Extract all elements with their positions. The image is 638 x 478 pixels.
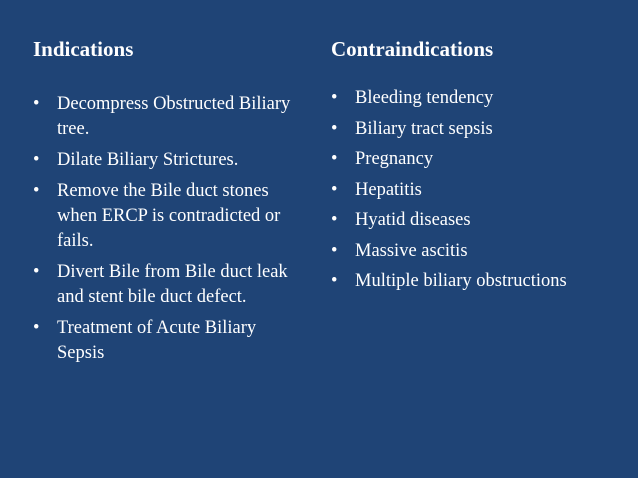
indications-heading: Indications xyxy=(33,37,134,61)
list-item xyxy=(331,147,631,172)
list-item xyxy=(331,86,631,111)
list-item xyxy=(331,269,631,294)
list-item xyxy=(331,178,631,203)
bullet-icon: • xyxy=(33,318,40,338)
list-item-text: Hepatitis xyxy=(355,179,422,200)
list-item-text: Pregnancy xyxy=(355,149,434,169)
contraindications-list xyxy=(331,86,631,300)
list-item xyxy=(33,179,303,254)
bullet-icon: • xyxy=(331,271,338,291)
list-item-text: Hyatid diseases xyxy=(355,210,471,230)
list-item-text: Multiple biliary obstructions xyxy=(355,271,567,291)
bullet-icon: • xyxy=(331,179,338,200)
contraindications-heading: Contraindications xyxy=(331,37,494,61)
list-item xyxy=(331,239,631,264)
list-item xyxy=(331,208,631,233)
bullet-icon: • xyxy=(33,181,40,201)
list-item-text: Treatment of Acute Biliary Sepsis xyxy=(57,318,257,363)
bullet-icon: • xyxy=(331,149,338,169)
bullet-icon: • xyxy=(331,240,338,261)
list-item xyxy=(33,260,303,310)
list-item xyxy=(33,92,303,142)
list-item-text: Massive ascitis xyxy=(355,240,468,261)
bullet-icon: • xyxy=(33,94,40,114)
bullet-icon: • xyxy=(331,210,338,230)
bullet-icon: • xyxy=(331,118,338,139)
list-item xyxy=(33,148,303,173)
list-item-text: Decompress Obstructed Biliary tree. xyxy=(57,94,291,139)
bullet-icon: • xyxy=(331,88,338,108)
list-item xyxy=(33,316,303,366)
list-item-text: Divert Bile from Bile duct leak and stent bile duct defect. xyxy=(57,262,288,307)
list-item-text: Bleeding tendency xyxy=(355,88,494,108)
list-item xyxy=(331,117,631,142)
list-item-text: Remove the Bile duct stones when ERCP is contradicted or fails. xyxy=(57,181,281,251)
indications-list xyxy=(33,92,303,372)
bullet-icon: • xyxy=(33,262,40,282)
list-item-text: Biliary tract sepsis xyxy=(355,118,493,139)
list-item-text: Dilate Biliary Strictures. xyxy=(57,150,239,170)
bullet-icon: • xyxy=(33,150,40,170)
